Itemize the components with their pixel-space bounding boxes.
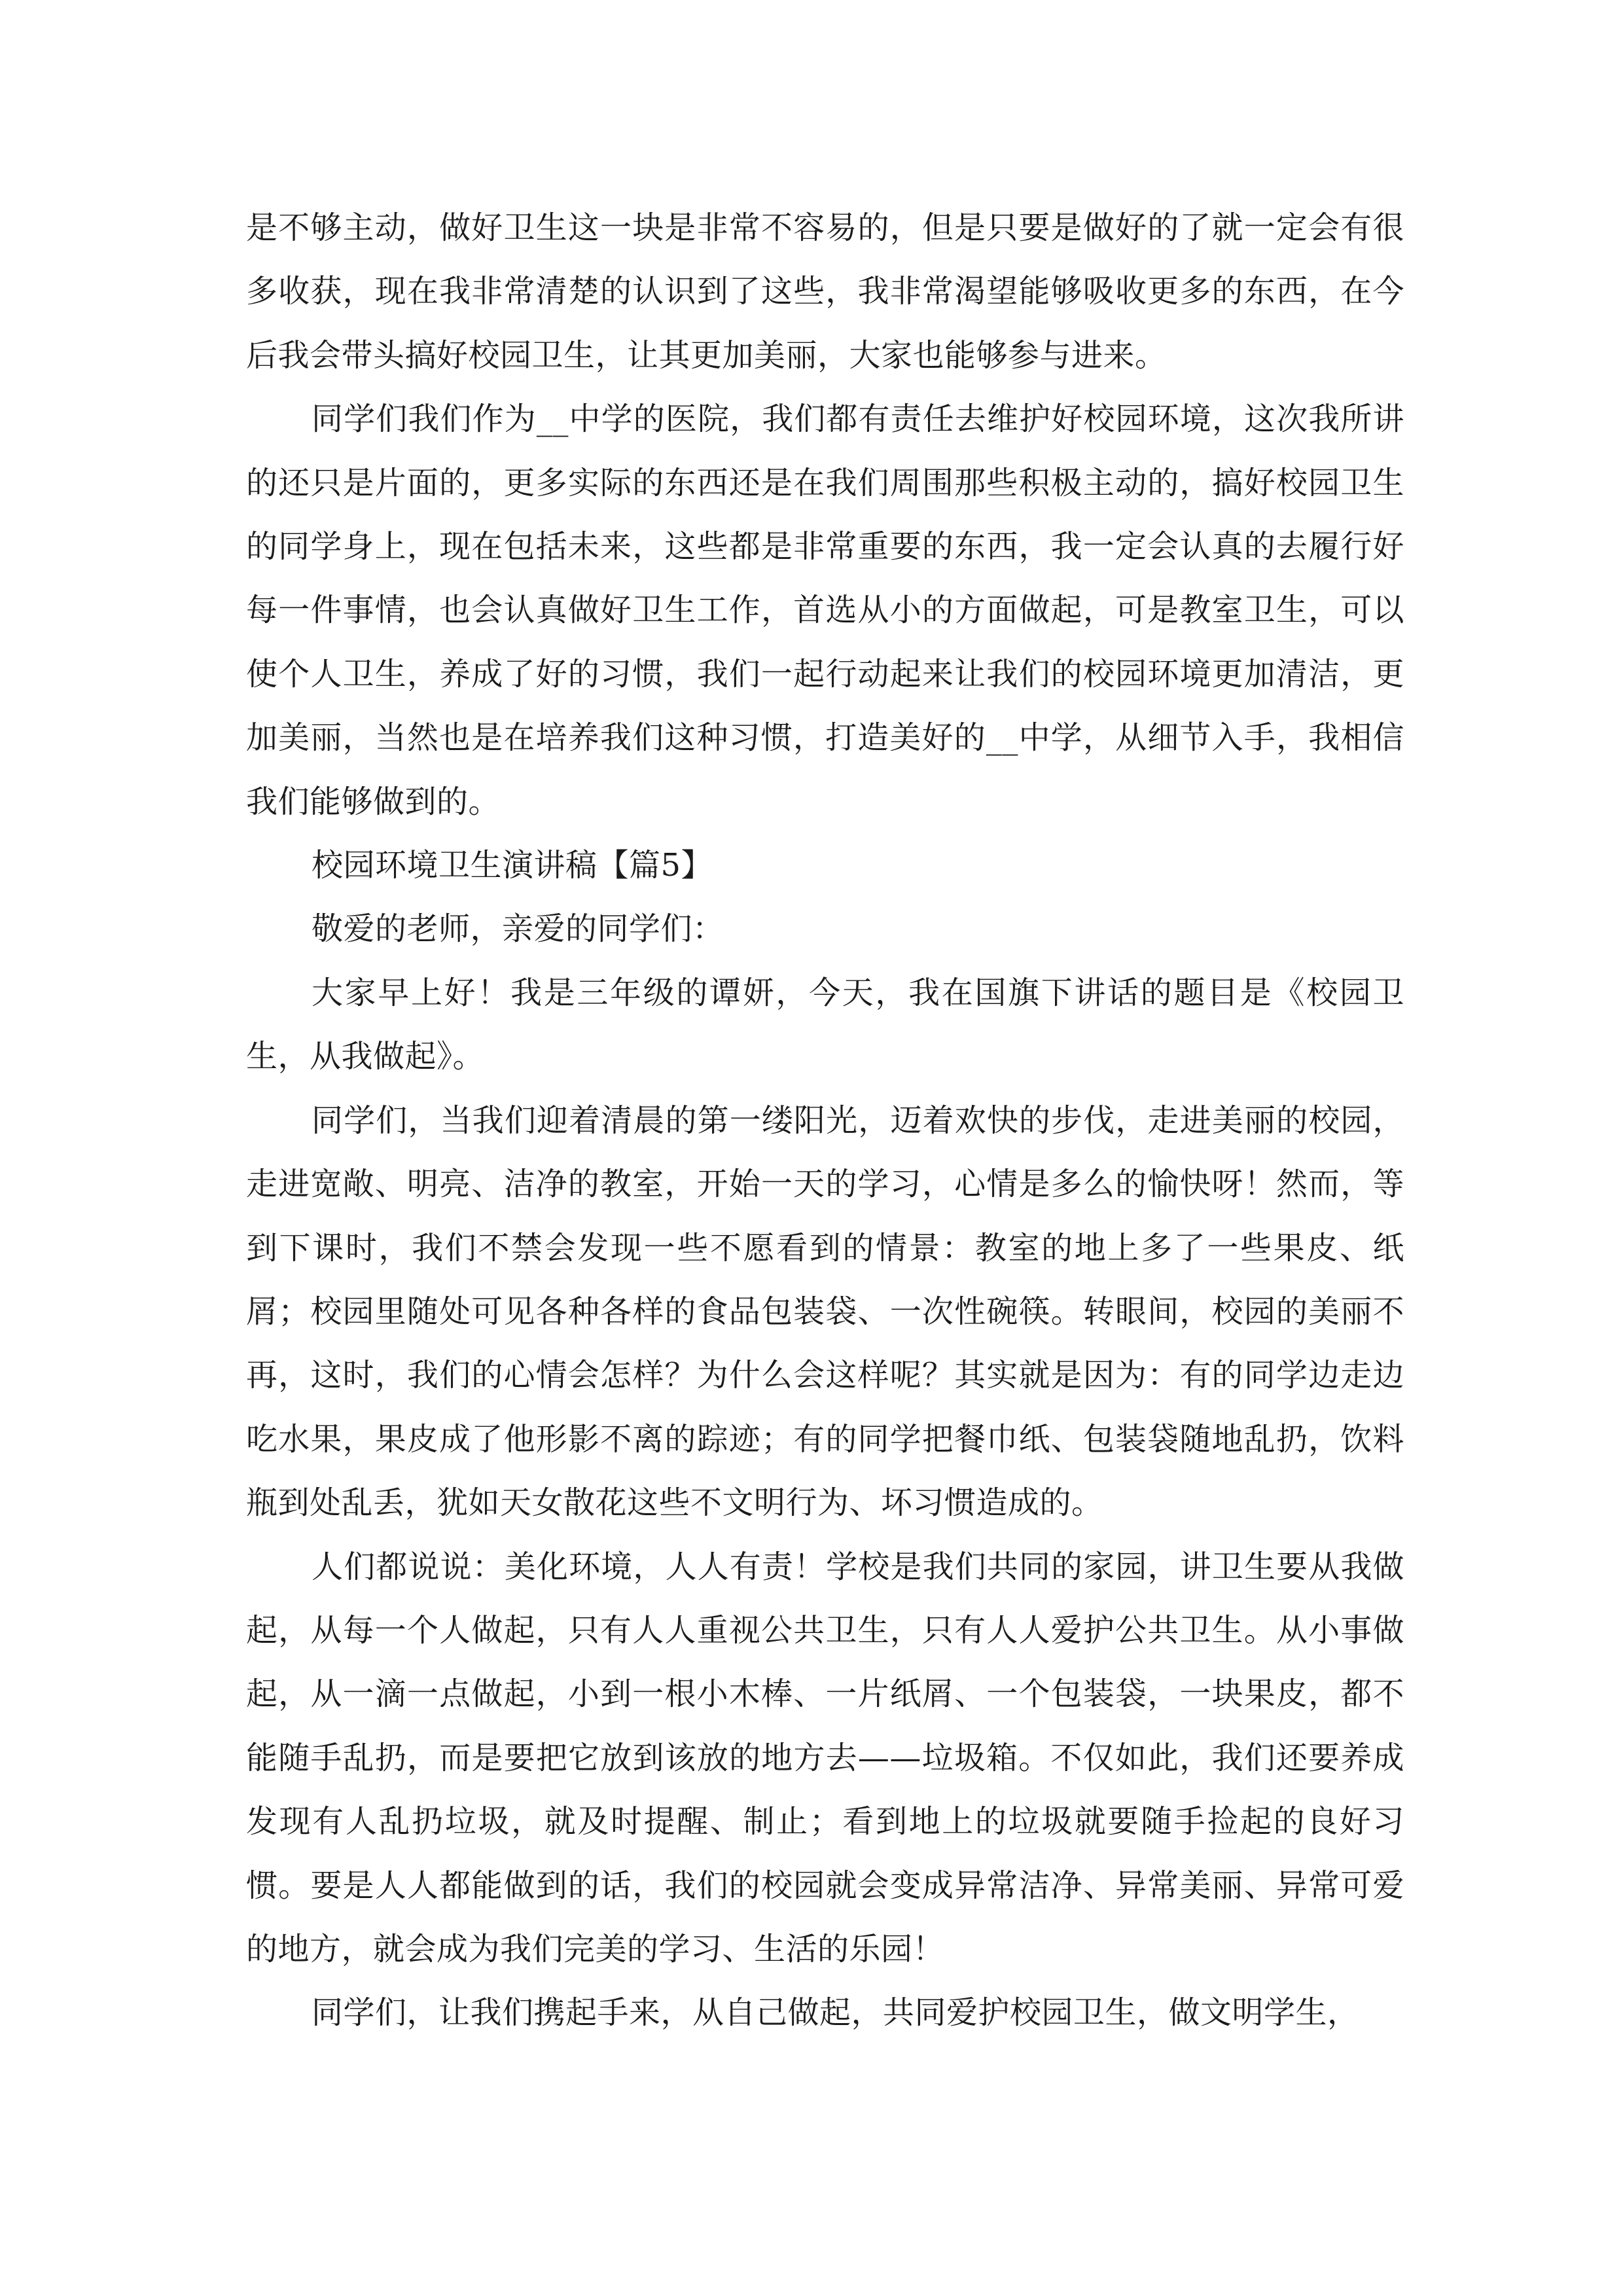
paragraph-hygiene-duty: 同学们我们作为__中学的医院，我们都有责任去维护好校园环境，这次我所讲的还只是片面的，更多实际的东西还是在我们周围那些积极主动的，搞好校园卫生的同学身上，现在包括未来，这些都是非常重要的东西，我一定会认真的去履行好每一件事情，也会认真做好卫生工作，首选从小的方面做起，可是教室卫生，可以使个人卫生，养成了好的习惯，我们一起行动起来让我们的校园环境更加清洁，更加美丽，当然也是在培养我们这种习惯，打造美好的__中学，从细节入手，我相信我们能够做到的。 xyxy=(246,401,1404,820)
paragraph-continuation: 是不够主动，做好卫生这一块是非常不容易的，但是只要是做好的了就一定会有很多收获，现在我非常清楚的认识到了这些，我非常渴望能够吸收更多的东西，在今后我会带头搞好校园卫生，让其更加美丽，大家也能够参与进来。 xyxy=(246,209,1404,374)
paragraph-call-to-action: 同学们，让我们携起手来，从自己做起，共同爱护校园卫生，做文明学生， xyxy=(312,1994,1359,2032)
document-body xyxy=(246,196,1404,2045)
paragraph-campus-scene: 同学们，当我们迎着清晨的第一缕阳光，迈着欢快的步伐，走进美丽的校园，走进宽敞、明亮、洁净的教室，开始一天的学习，心情是多么的愉快呀！然而，等到下课时，我们不禁会发现一些不愿看到的情景：教室的地上多了一些果皮、纸屑；校园里随处可见各种各样的食品包装袋、一次性碗筷。转眼间，校园的美丽不再，这时，我们的心情会怎样？为什么会这样呢？其实就是因为：有的同学边走边吃水果，果皮成了他形影不离的踪迹；有的同学把餐巾纸、包装袋随地乱扔，饮料瓶到处乱丢，犹如天女散花这些不文明行为、坏习惯造成的。 xyxy=(246,1102,1404,1522)
paragraph-greeting: 大家早上好！我是三年级的谭妍，今天，我在国旗下讲话的题目是《校园卫生，从我做起》。 xyxy=(246,974,1404,1075)
section-title: 校园环境卫生演讲稿【篇5】 xyxy=(312,847,713,884)
paragraph-responsibility: 人们都说说：美化环境，人人有责！学校是我们共同的家园，讲卫生要从我做起，从每一个人做起，只有人人重视公共卫生，只有人人爱护公共卫生。从小事做起，从一滴一点做起，小到一根小木棒、一片纸屑、一个包装袋，一块果皮，都不能随手乱扔，而是要把它放到该放的地方去——垃圾箱。不仅如此，我们还要养成发现有人乱扔垃圾，就及时提醒、制止；看到地上的垃圾就要随手捡起的良好习惯。要是人人都能做到的话，我们的校园就会变成异常洁净、异常美丽、异常可爱的地方，就会成为我们完美的学习、生活的乐园！ xyxy=(246,1548,1404,1967)
salutation: 敬爱的老师，亲爱的同学们： xyxy=(312,910,724,948)
